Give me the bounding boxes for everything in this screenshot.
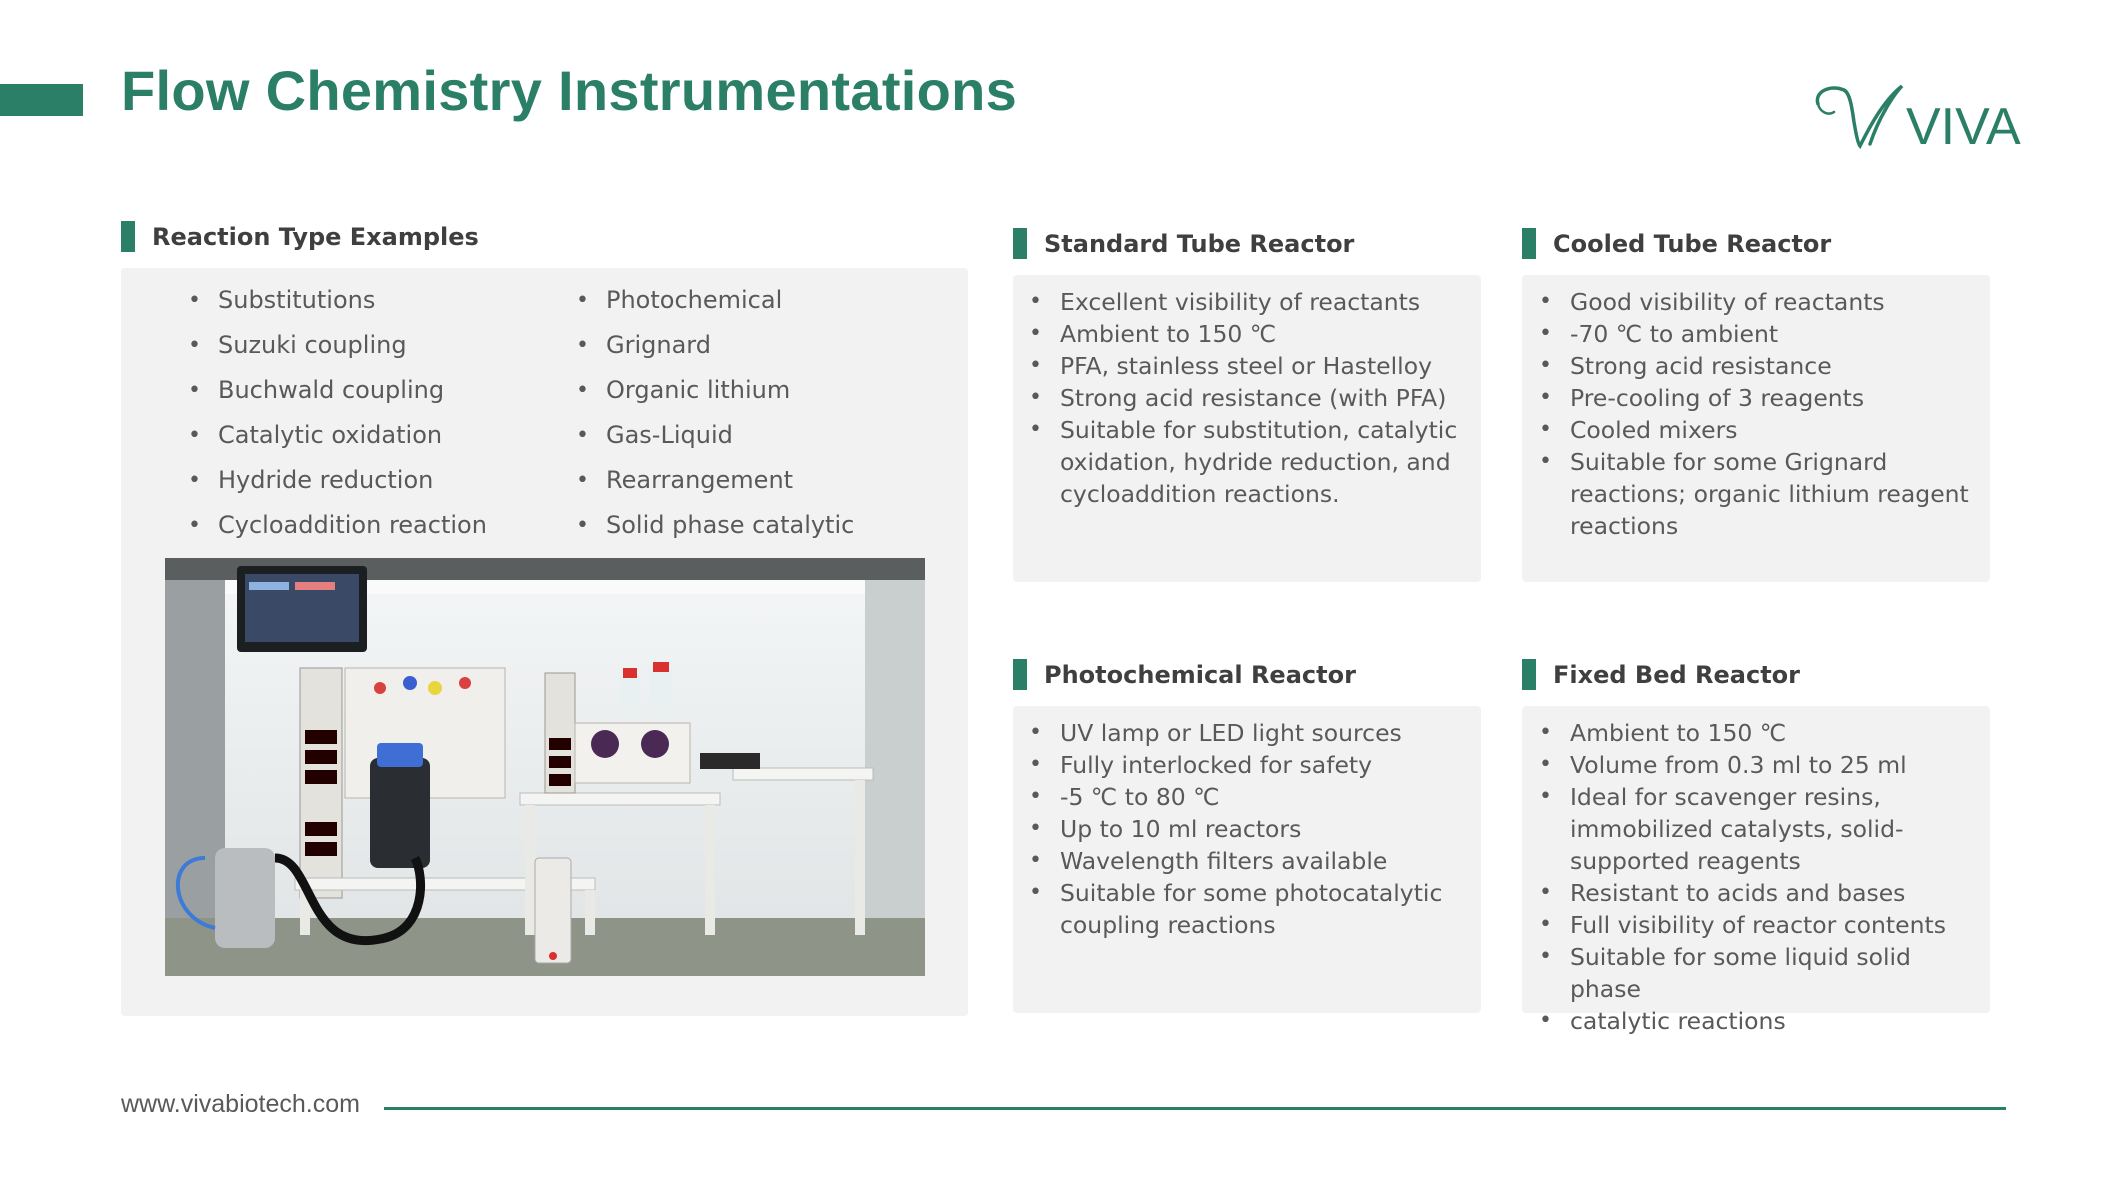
fixed-bed-list	[1539, 717, 1979, 1037]
list-item: • Ambient to 150 ℃	[1029, 318, 1469, 350]
heading-marker	[1013, 659, 1027, 690]
list-item: • Fully interlocked for safety	[1029, 749, 1469, 781]
list-item: • Solid phase catalytic	[576, 503, 854, 548]
cooled-tube-list	[1539, 286, 1979, 542]
list-item: • Ambient to 150 ℃	[1539, 717, 1979, 749]
flow-chemistry-lab-photo-icon	[165, 558, 925, 976]
photochemical-list	[1029, 717, 1469, 941]
list-item: • Cycloaddition reaction	[188, 503, 487, 548]
reaction-types-heading	[121, 221, 479, 252]
footer-divider	[384, 1107, 2006, 1110]
fixed-bed-heading	[1522, 659, 1800, 690]
list-item: • Wavelength filters available	[1029, 845, 1469, 877]
heading-label: Fixed Bed Reactor	[1553, 660, 1800, 689]
page-title: Flow Chemistry Instrumentations	[121, 59, 1018, 122]
heading-marker	[1522, 228, 1536, 259]
list-item: • UV lamp or LED light sources	[1029, 717, 1469, 749]
list-item: • Strong acid resistance (with PFA)	[1029, 382, 1469, 414]
list-item: • Catalytic oxidation	[188, 413, 487, 458]
heading-label: Reaction Type Examples	[152, 222, 479, 251]
logo-text: VIVA	[1906, 98, 2021, 156]
list-item: • Good visibility of reactants	[1539, 286, 1979, 318]
standard-tube-heading	[1013, 228, 1354, 259]
list-item: • Full visibility of reactor contents	[1539, 909, 1979, 941]
list-item: • Strong acid resistance	[1539, 350, 1979, 382]
heading-label: Standard Tube Reactor	[1044, 229, 1355, 258]
standard-tube-list	[1029, 286, 1469, 510]
list-item: • Suitable for some Grignard reactions; organic lithium reagent reactions	[1539, 446, 1979, 542]
list-item: • Buchwald coupling	[188, 368, 487, 413]
list-item: • -70 ℃ to ambient	[1539, 318, 1979, 350]
list-item: • Grignard	[576, 323, 854, 368]
list-item: • Cooled mixers	[1539, 414, 1979, 446]
heading-label: Photochemical Reactor	[1044, 660, 1356, 689]
list-item: • Suitable for some liquid solid phase	[1539, 941, 1979, 1005]
cooled-tube-heading	[1522, 228, 1831, 259]
list-item: • Substitutions	[188, 278, 487, 323]
lab-equipment-photo	[165, 558, 925, 976]
list-item: • Excellent visibility of reactants	[1029, 286, 1469, 318]
heading-marker	[1013, 228, 1027, 259]
list-item: • Photochemical	[576, 278, 854, 323]
list-item: • -5 ℃ to 80 ℃	[1029, 781, 1469, 813]
reaction-list-right	[576, 278, 854, 548]
viva-logo	[1810, 78, 2021, 156]
list-item: • Up to 10 ml reactors	[1029, 813, 1469, 845]
list-item: • Hydride reduction	[188, 458, 487, 503]
list-item: • Organic lithium	[576, 368, 854, 413]
heading-label: Cooled Tube Reactor	[1553, 229, 1832, 258]
list-item: • PFA, stainless steel or Hastelloy	[1029, 350, 1469, 382]
viva-script-logo-icon	[1817, 86, 1902, 146]
list-item: • Pre-cooling of 3 reagents	[1539, 382, 1979, 414]
list-item: • Suzuki coupling	[188, 323, 487, 368]
heading-marker	[1522, 659, 1536, 690]
footer-website-link[interactable]: www.vivabiotech.com	[121, 1090, 360, 1118]
reaction-list-left	[188, 278, 487, 548]
list-item: • Suitable for some photocatalytic coupling reactions	[1029, 877, 1469, 941]
list-item: • catalytic reactions	[1539, 1005, 1979, 1037]
list-item: • Ideal for scavenger resins, immobilized catalysts, solid-supported reagents	[1539, 781, 1979, 877]
list-item: • Rearrangement	[576, 458, 854, 503]
list-item: • Gas-Liquid	[576, 413, 854, 458]
title-accent-bar	[0, 84, 83, 116]
heading-marker	[121, 221, 135, 252]
photochemical-heading	[1013, 659, 1356, 690]
list-item: • Suitable for substitution, catalytic oxidation, hydride reduction, and cycloaddition reactions.	[1029, 414, 1469, 510]
list-item: • Resistant to acids and bases	[1539, 877, 1979, 909]
list-item: • Volume from 0.3 ml to 25 ml	[1539, 749, 1979, 781]
